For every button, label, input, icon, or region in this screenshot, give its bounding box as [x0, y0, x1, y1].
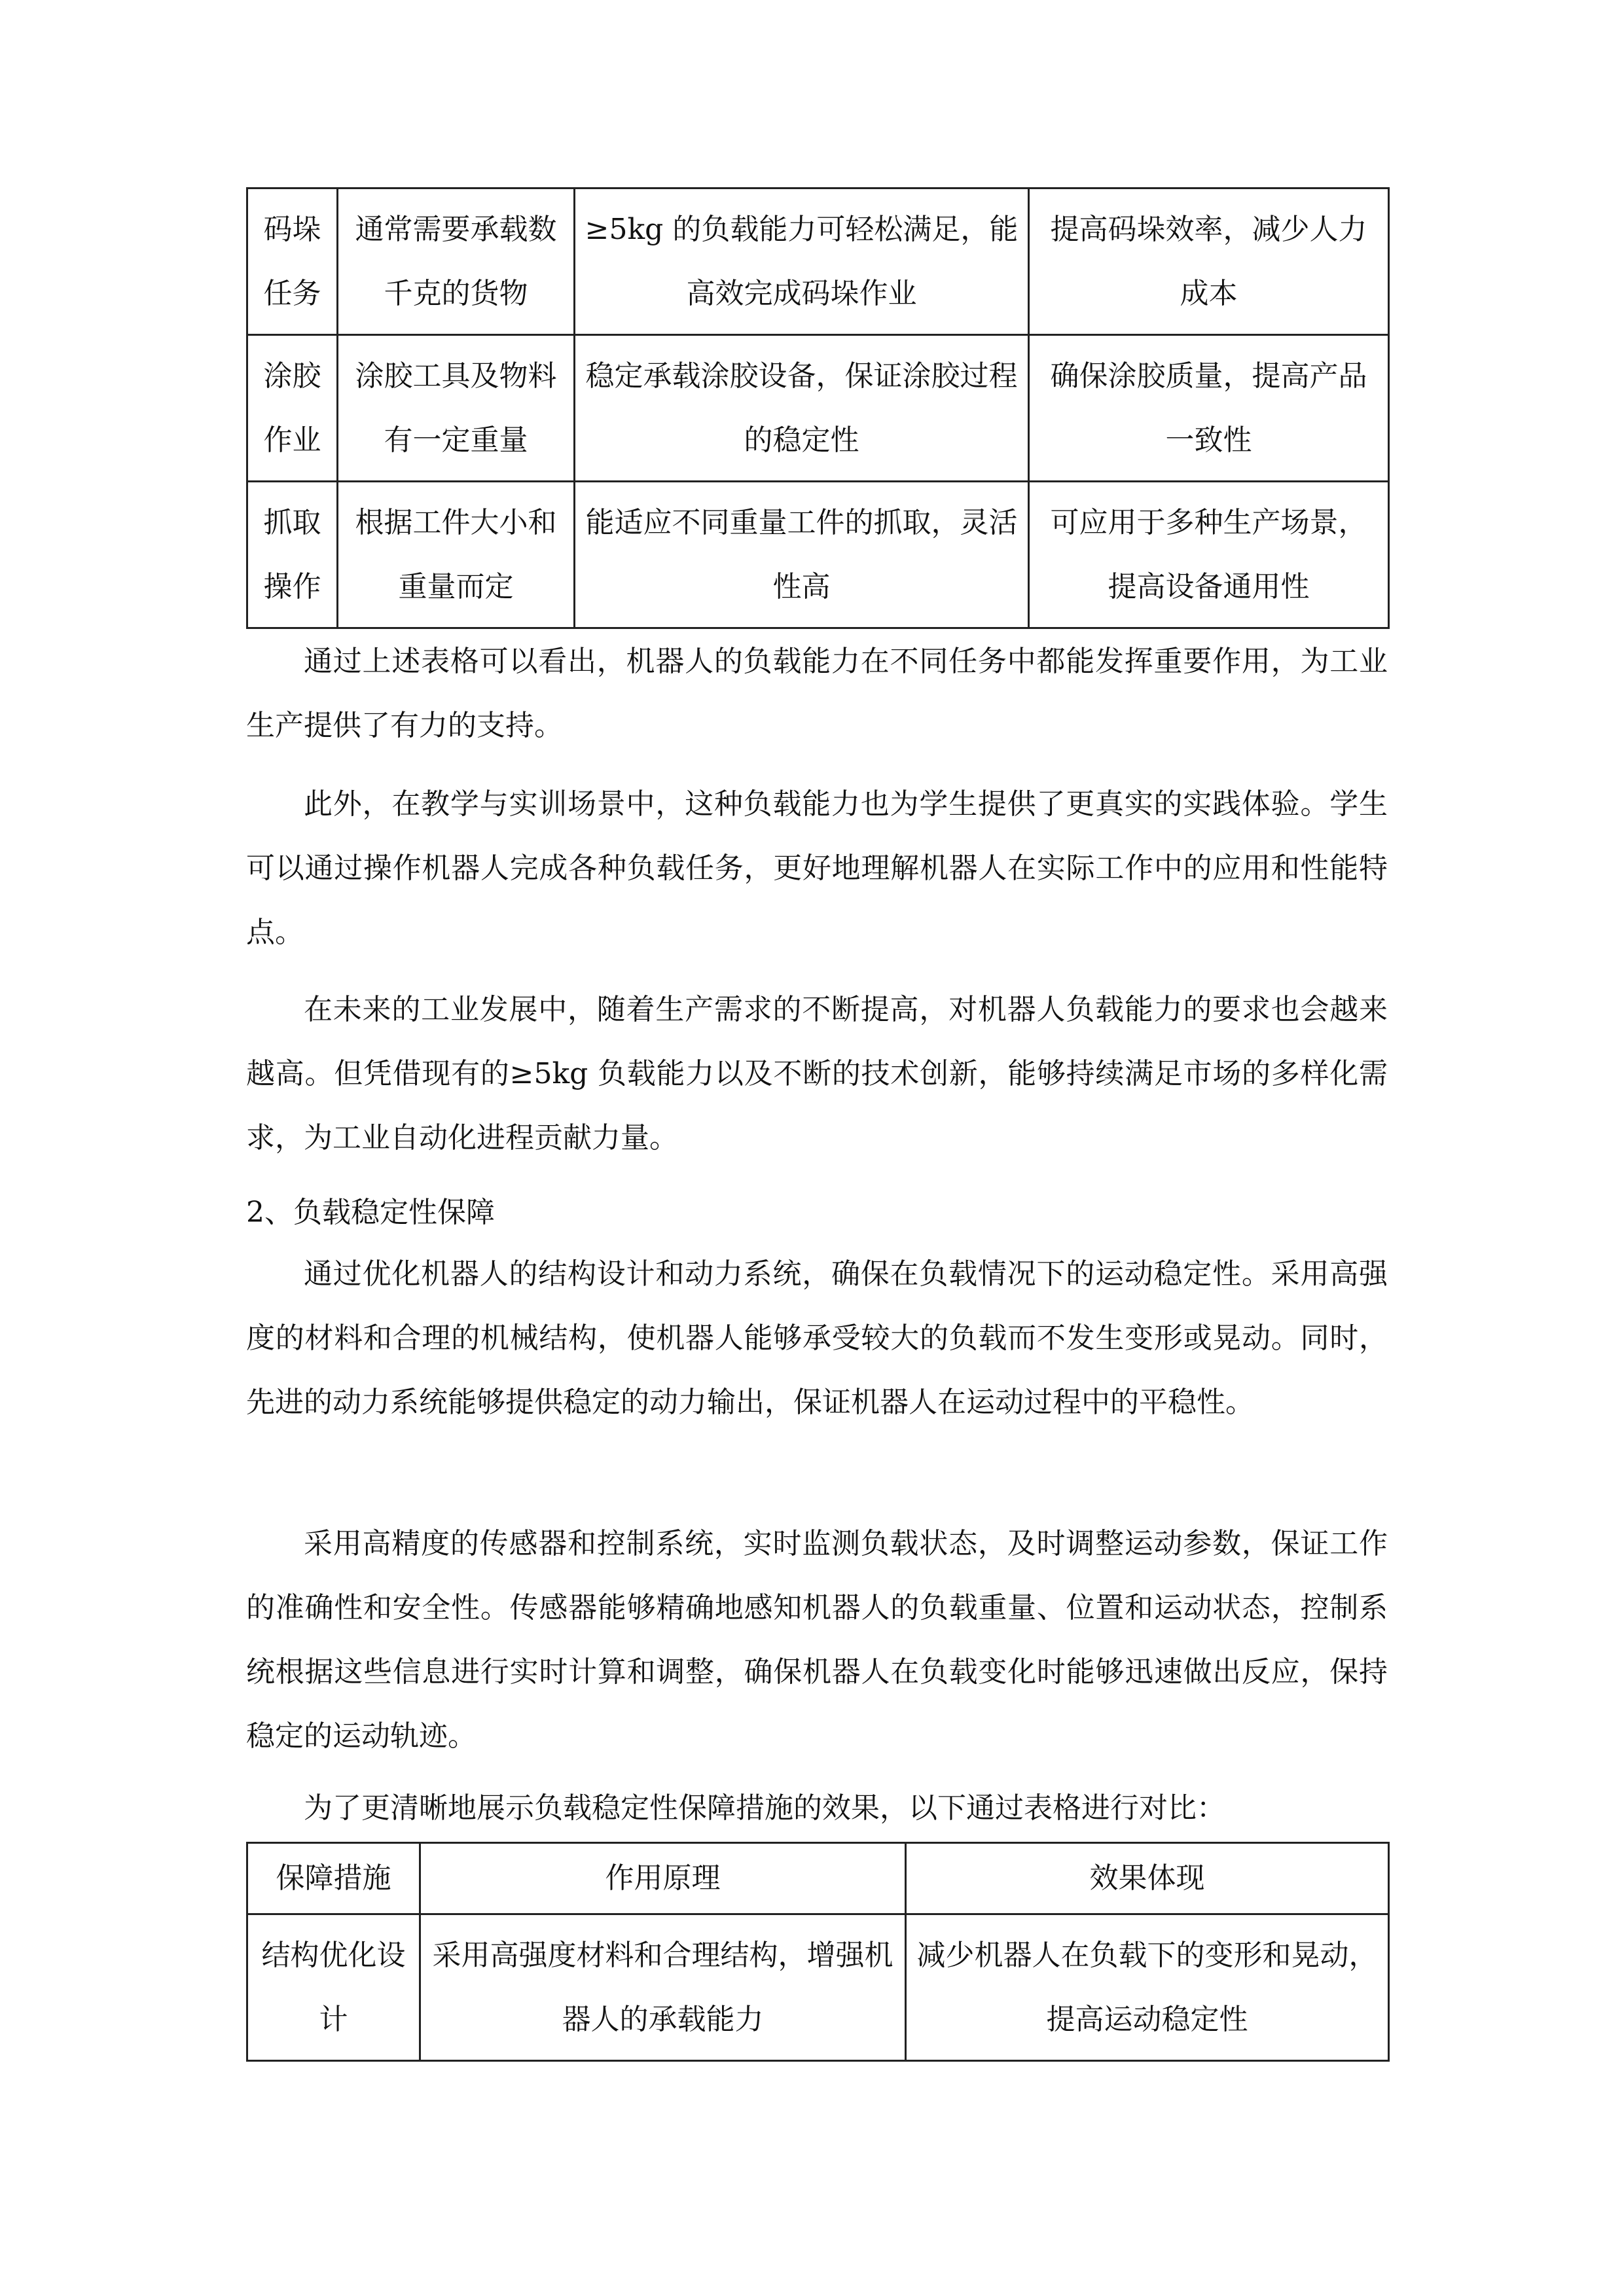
value-cell: 确保涂胶质量，提高产品一致性	[1029, 335, 1389, 482]
paragraph-table-intro: 为了更清晰地展示负载稳定性保障措施的效果，以下通过表格进行对比：	[304, 1791, 1225, 1825]
paragraph-future: 在未来的工业发展中，随着生产需求的不断提高，对机器人负载能力的要求也会越来越高。但凭借现有的≥5kg 负载能力以及不断的技术创新，能够持续满足市场的多样化需求，为工业自动化进程贡献力量。	[246, 993, 1388, 1155]
load-capacity-table	[246, 187, 1390, 629]
table-row	[247, 335, 1389, 482]
paragraph-teaching: 此外，在教学与实训场景中，这种负载能力也为学生提供了更真实的实践体验。学生可以通过操作机器人完成各种负载任务，更好地理解机器人在实际工作中的应用和性能特点。	[246, 787, 1388, 949]
value-cell: 可应用于多种生产场景，提高设备通用性	[1029, 482, 1389, 628]
task-cell: 抓取操作	[247, 482, 338, 628]
column-header: 效果体现	[906, 1843, 1389, 1914]
table-row	[247, 1914, 1389, 2061]
task-cell: 涂胶作业	[247, 335, 338, 482]
paragraph-structure: 通过优化机器人的结构设计和动力系统，确保在负载情况下的运动稳定性。采用高强度的材料和合理的机械结构，使机器人能够承受较大的负载而不发生变形或晃动。同时，先进的动力系统能够提供稳定的动力输出，保证机器人在运动过程中的平稳性。	[246, 1257, 1388, 1419]
column-header: 作用原理	[420, 1843, 906, 1914]
table-header-row	[247, 1843, 1389, 1914]
principle-cell: 采用高强度材料和合理结构，增强机器人的承载能力	[420, 1914, 906, 2061]
stability-measures-table	[246, 1842, 1390, 2062]
task-cell: 码垛任务	[247, 188, 338, 335]
requirement-cell: 根据工件大小和重量而定	[338, 482, 575, 628]
effect-cell: 减少机器人在负载下的变形和晃动，提高运动稳定性	[906, 1914, 1389, 2061]
column-header: 保障措施	[247, 1843, 420, 1914]
table-row	[247, 482, 1389, 628]
paragraph-summary: 通过上述表格可以看出，机器人的负载能力在不同任务中都能发挥重要作用，为工业生产提供了有力的支持。	[246, 645, 1388, 742]
paragraph-sensors: 采用高精度的传感器和控制系统，实时监测负载状态，及时调整运动参数，保证工作的准确性和安全性。传感器能够精确地感知机器人的负载重量、位置和运动状态，控制系统根据这些信息进行实时计算和调整，确保机器人在负载变化时能够迅速做出反应，保持稳定的运动轨迹。	[246, 1527, 1388, 1753]
measure-cell: 结构优化设计	[247, 1914, 420, 2061]
performance-cell: 能适应不同重量工件的抓取，灵活性高	[575, 482, 1029, 628]
performance-cell: ≥5kg 的负载能力可轻松满足，能高效完成码垛作业	[575, 188, 1029, 335]
value-cell: 提高码垛效率，减少人力成本	[1029, 188, 1389, 335]
requirement-cell: 通常需要承载数千克的货物	[338, 188, 575, 335]
table-row	[247, 188, 1389, 335]
performance-cell: 稳定承载涂胶设备，保证涂胶过程的稳定性	[575, 335, 1029, 482]
requirement-cell: 涂胶工具及物料有一定重量	[338, 335, 575, 482]
section-heading: 2、负载稳定性保障	[246, 1196, 495, 1229]
